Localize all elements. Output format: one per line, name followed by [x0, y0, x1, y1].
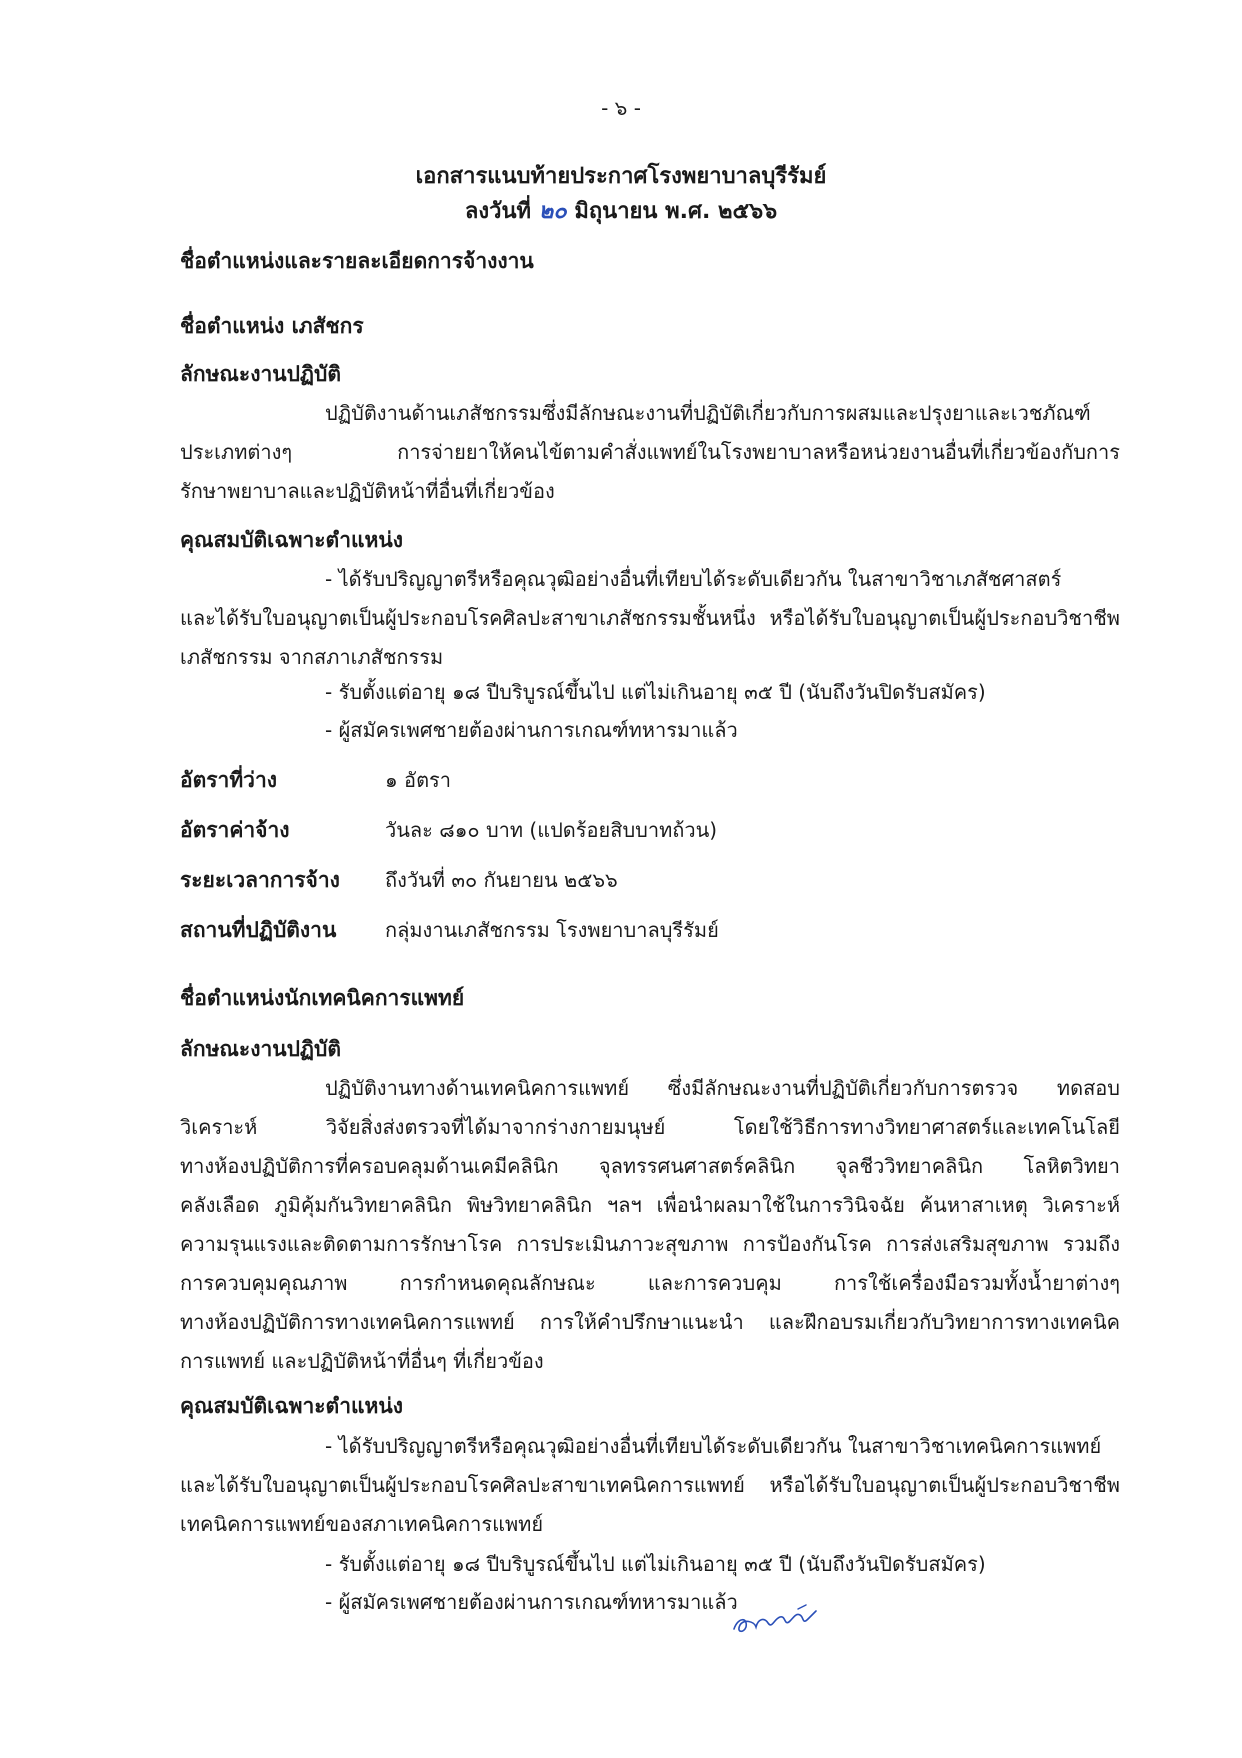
position2-duties-line: ทางห้องปฏิบัติการที่ครอบคลุมด้านเคมีคลินิก จุลทรรศนศาสตร์คลินิก จุลชีววิทยาคลินิก โลหิตวิทยา	[180, 1154, 1120, 1178]
position2-qualifications-heading: คุณสมบัติเฉพาะตำแหน่ง	[180, 1394, 403, 1418]
position2-duties-line: ปฏิบัติงานทางด้านเทคนิคการแพทย์ ซึ่งมีลักษณะงานที่ปฏิบัติเกี่ยวกับการตรวจ ทดสอบ	[325, 1076, 1120, 1100]
position1-duties-line: ประเภทต่างๆ การจ่ายยาให้คนไข้ตามคำสั่งแพทย์ในโรงพยาบาลหรือหน่วยงานอื่นที่เกี่ยวข้องกับการ	[180, 440, 1120, 464]
date-rest: มิถุนายน พ.ศ. ๒๕๖๖	[574, 199, 778, 224]
position2-qualification-line: เทคนิคการแพทย์ของสภาเทคนิคการแพทย์	[180, 1512, 544, 1536]
signature-icon	[728, 1599, 818, 1639]
position2-duties-line: การแพทย์ และปฏิบัติหน้าที่อื่นๆ ที่เกี่ยวข้อง	[180, 1349, 544, 1373]
vacancy-label: อัตราที่ว่าง	[180, 768, 278, 792]
document-title: เอกสารแนบท้ายประกาศโรงพยาบาลบุรีรัมย์	[415, 164, 827, 189]
position1-duties-heading: ลักษณะงานปฏิบัติ	[180, 362, 341, 386]
position2-age-requirement: - รับตั้งแต่อายุ ๑๘ ปีบริบูรณ์ขึ้นไป แต่ไม่เกินอายุ ๓๕ ปี (นับถึงวันปิดรับสมัคร)	[325, 1552, 986, 1576]
position2-qualification-line: - ได้รับปริญญาตรีหรือคุณวุฒิอย่างอื่นที่เทียบได้ระดับเดียวกัน ในสาขาวิชาเทคนิคการแพทย์	[325, 1434, 1102, 1458]
workplace-label: สถานที่ปฏิบัติงาน	[180, 918, 337, 942]
workplace-value: กลุ่มงานเภสัชกรรม โรงพยาบาลบุรีรัมย์	[385, 918, 719, 942]
position1-qualification-line: และได้รับใบอนุญาตเป็นผู้ประกอบโรคศิลปะสาขาเภสัชกรรมชั้นหนึ่ง หรือได้รับใบอนุญาตเป็นผู้ประกอบวิชาชีพ	[180, 606, 1120, 630]
position1-qualification-line: - ได้รับปริญญาตรีหรือคุณวุฒิอย่างอื่นที่เทียบได้ระดับเดียวกัน ในสาขาวิชาเภสัชศาสตร์	[325, 567, 1062, 591]
document-date	[0, 193, 1242, 228]
employment-period-value: ถึงวันที่ ๓๐ กันยายน ๒๕๖๖	[385, 868, 618, 892]
position1-military-requirement: - ผู้สมัครเพศชายต้องผ่านการเกณฑ์ทหารมาแล้ว	[325, 718, 738, 742]
section-title: ชื่อตำแหน่งและรายละเอียดการจ้างงาน	[180, 249, 534, 273]
position1-age-requirement: - รับตั้งแต่อายุ ๑๘ ปีบริบูรณ์ขึ้นไป แต่ไม่เกินอายุ ๓๕ ปี (นับถึงวันปิดรับสมัคร)	[325, 680, 986, 704]
vacancy-value: ๑ อัตรา	[385, 768, 452, 792]
date-day-handwritten: ๒๐	[538, 198, 567, 224]
position1-qualification-line: เภสัชกรรม จากสภาเภสัชกรรม	[180, 645, 444, 669]
position2-name: ชื่อตำแหน่งนักเทคนิคการแพทย์	[180, 986, 465, 1010]
position2-duties-line: คลังเลือด ภูมิคุ้มกันวิทยาคลินิก พิษวิทยาคลินิก ฯลฯ เพื่อนำผลมาใช้ในการวินิจฉัย ค้นหาสาเหตุ วิเคราะห์	[180, 1193, 1120, 1217]
position2-duties-line: ความรุนแรงและติดตามการรักษาโรค การประเมินภาวะสุขภาพ การป้องกันโรค การส่งเสริมสุขภาพ รวมถึง	[180, 1232, 1120, 1256]
position1-name: ชื่อตำแหน่ง เภสัชกร	[180, 314, 364, 338]
position1-duties-line: รักษาพยาบาลและปฏิบัติหน้าที่อื่นที่เกี่ยวข้อง	[180, 479, 555, 503]
page-number: - ๖ -	[601, 96, 641, 120]
wage-value: วันละ ๘๑๐ บาท (แปดร้อยสิบบาทถ้วน)	[385, 818, 718, 842]
position1-duties-line: ปฏิบัติงานด้านเภสัชกรรมซึ่งมีลักษณะงานที่ปฏิบัติเกี่ยวกับการผสมและปรุงยาและเวชภัณฑ์	[325, 401, 1091, 425]
position2-qualification-line: และได้รับใบอนุญาตเป็นผู้ประกอบโรคศิลปะสาขาเทคนิคการแพทย์ หรือได้รับใบอนุญาตเป็นผู้ประกอบวิชาชีพ	[180, 1473, 1120, 1497]
position2-duties-line: วิเคราะห์ วิจัยสิ่งส่งตรวจที่ได้มาจากร่างกายมนุษย์ โดยใช้วิธีการทางวิทยาศาสตร์และเทคโนโลยี	[180, 1115, 1120, 1139]
position2-duties-line: ทางห้องปฏิบัติการทางเทคนิคการแพทย์ การให้คำปรึกษาแนะนำ และฝึกอบรมเกี่ยวกับวิทยาการทางเทคนิค	[180, 1310, 1120, 1334]
wage-label: อัตราค่าจ้าง	[180, 818, 290, 842]
date-prefix: ลงวันที่	[464, 199, 532, 224]
employment-period-label: ระยะเวลาการจ้าง	[180, 868, 340, 892]
position2-duties-heading: ลักษณะงานปฏิบัติ	[180, 1037, 341, 1061]
position1-qualifications-heading: คุณสมบัติเฉพาะตำแหน่ง	[180, 528, 403, 552]
position2-military-requirement: - ผู้สมัครเพศชายต้องผ่านการเกณฑ์ทหารมาแล้ว	[325, 1590, 738, 1614]
position2-duties-line: การควบคุมคุณภาพ การกำหนดคุณลักษณะ และการควบคุม การใช้เครื่องมือรวมทั้งน้ำยาต่างๆ	[180, 1271, 1120, 1295]
